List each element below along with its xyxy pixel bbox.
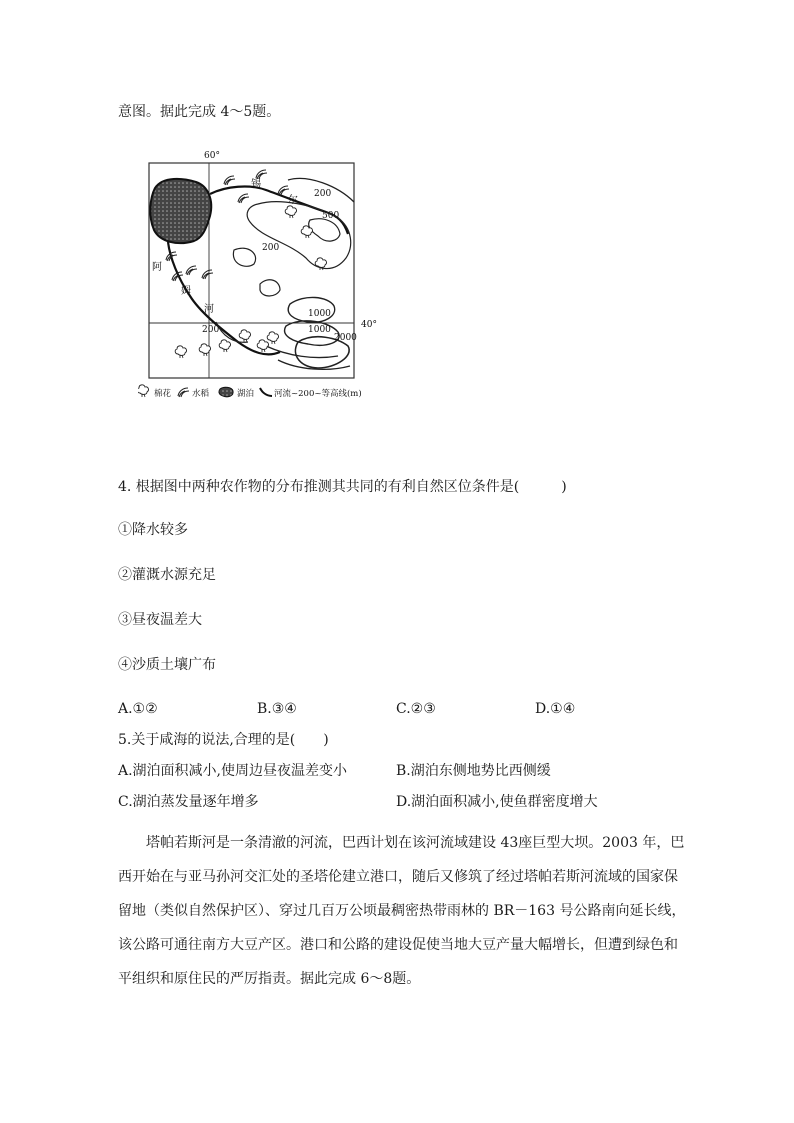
rice-icon bbox=[224, 176, 235, 185]
q5-option-c: C.湖泊蒸发量逐年增多 bbox=[118, 794, 259, 810]
legend-cotton-label: 棉花 bbox=[154, 389, 172, 399]
river-char-er: 尔 bbox=[288, 195, 298, 206]
river-char-a: 阿 bbox=[152, 262, 162, 273]
cotton-icon bbox=[219, 340, 230, 352]
passage-line-4: 该公路可通往南方大豆产区。港口和公路的建设促使当地大豆产量大幅增长，但遭到绿色和 bbox=[118, 937, 678, 953]
q5-option-d: D.湖泊面积减小,使鱼群密度增大 bbox=[396, 794, 598, 810]
legend-lake-label: 湖泊 bbox=[237, 389, 255, 399]
rice-icon bbox=[202, 270, 213, 279]
passage-line-5: 平组织和原住民的严厉指责。据此完成 6～8题。 bbox=[118, 971, 421, 987]
q4-item-2: ②灌溉水源充足 bbox=[118, 567, 216, 583]
q4-item-1: ①降水较多 bbox=[118, 522, 188, 538]
cotton-icon bbox=[267, 332, 278, 344]
contour-500 bbox=[309, 219, 340, 241]
rice-icon bbox=[278, 186, 289, 195]
rice-icon bbox=[256, 170, 267, 179]
q4-item-3: ③昼夜温差大 bbox=[118, 612, 202, 628]
q4-option-c: C.②③ bbox=[396, 701, 436, 717]
contour-label-1000a: 1000 bbox=[308, 309, 331, 319]
rice-icon bbox=[186, 266, 197, 275]
contour-label-1000b: 1000 bbox=[308, 325, 331, 335]
passage-line-1: 塔帕若斯河是一条清澈的河流，巴西计划在该河流域建设 43座巨型大坝。2003 年，巴 bbox=[146, 835, 685, 851]
legend-cotton-icon bbox=[138, 385, 148, 397]
lat60-label: 60° bbox=[204, 151, 220, 161]
lat40-label: 40° bbox=[361, 320, 377, 330]
contour-label-200c: 200 bbox=[202, 325, 220, 335]
aral-sea-lake bbox=[150, 179, 211, 243]
contour-label-500: 500 bbox=[322, 211, 340, 221]
cotton-icon bbox=[239, 330, 250, 342]
contour-ring bbox=[260, 280, 280, 296]
q4-option-a: A.①② bbox=[118, 701, 158, 717]
intro-line: 意图。据此完成 4～5题。 bbox=[118, 104, 281, 120]
q5-option-b: B.湖泊东侧地势比西侧缓 bbox=[396, 763, 551, 779]
q4-item-4: ④沙质土壤广布 bbox=[118, 657, 216, 673]
q4-stem: 4. 根据图中两种农作物的分布推测其共同的有利自然区位条件是( ) bbox=[118, 479, 567, 495]
cotton-icon bbox=[257, 340, 268, 352]
passage-line-3: 留地（类似自然保护区）、穿过几百万公顷最稠密热带雨林的 BR－163 号公路南向延长线， bbox=[118, 903, 686, 919]
legend-river-icon bbox=[260, 388, 272, 396]
passage-line-2: 西开始在与亚马孙河交汇处的圣塔伦建立港口，随后又修筑了经过塔帕若斯河流域的国家保 bbox=[118, 869, 678, 885]
map-legend bbox=[138, 385, 362, 399]
cotton-icon bbox=[285, 206, 296, 218]
legend-lake-icon bbox=[219, 387, 233, 397]
river-char-mu: 姆 bbox=[181, 286, 191, 297]
rice-icon bbox=[238, 194, 249, 203]
contour-label-200b: 200 bbox=[262, 243, 280, 253]
legend-rice-icon bbox=[178, 388, 189, 397]
q4-option-d: D.①④ bbox=[535, 701, 576, 717]
river-char-xi: 锡 bbox=[251, 179, 261, 190]
q4-option-b: B.③④ bbox=[257, 701, 297, 717]
river-char-he: 河 bbox=[204, 304, 214, 315]
contour-200-small bbox=[233, 248, 255, 266]
contour-label-200a: 200 bbox=[314, 189, 332, 199]
q5-option-a: A.湖泊面积减小,使周边昼夜温差变小 bbox=[118, 763, 348, 779]
legend-rice-label: 水稻 bbox=[192, 389, 210, 399]
amu-darya-river bbox=[168, 242, 280, 354]
cotton-icon bbox=[301, 226, 312, 238]
q5-stem: 5.关于咸海的说法,合理的是( ) bbox=[118, 732, 329, 748]
contour-label-2000: 2000 bbox=[334, 333, 357, 343]
legend-river-contour-label: 河流~200~等高线(m) bbox=[274, 389, 362, 399]
cotton-icon bbox=[175, 346, 186, 358]
aral-sea-map bbox=[138, 146, 390, 408]
